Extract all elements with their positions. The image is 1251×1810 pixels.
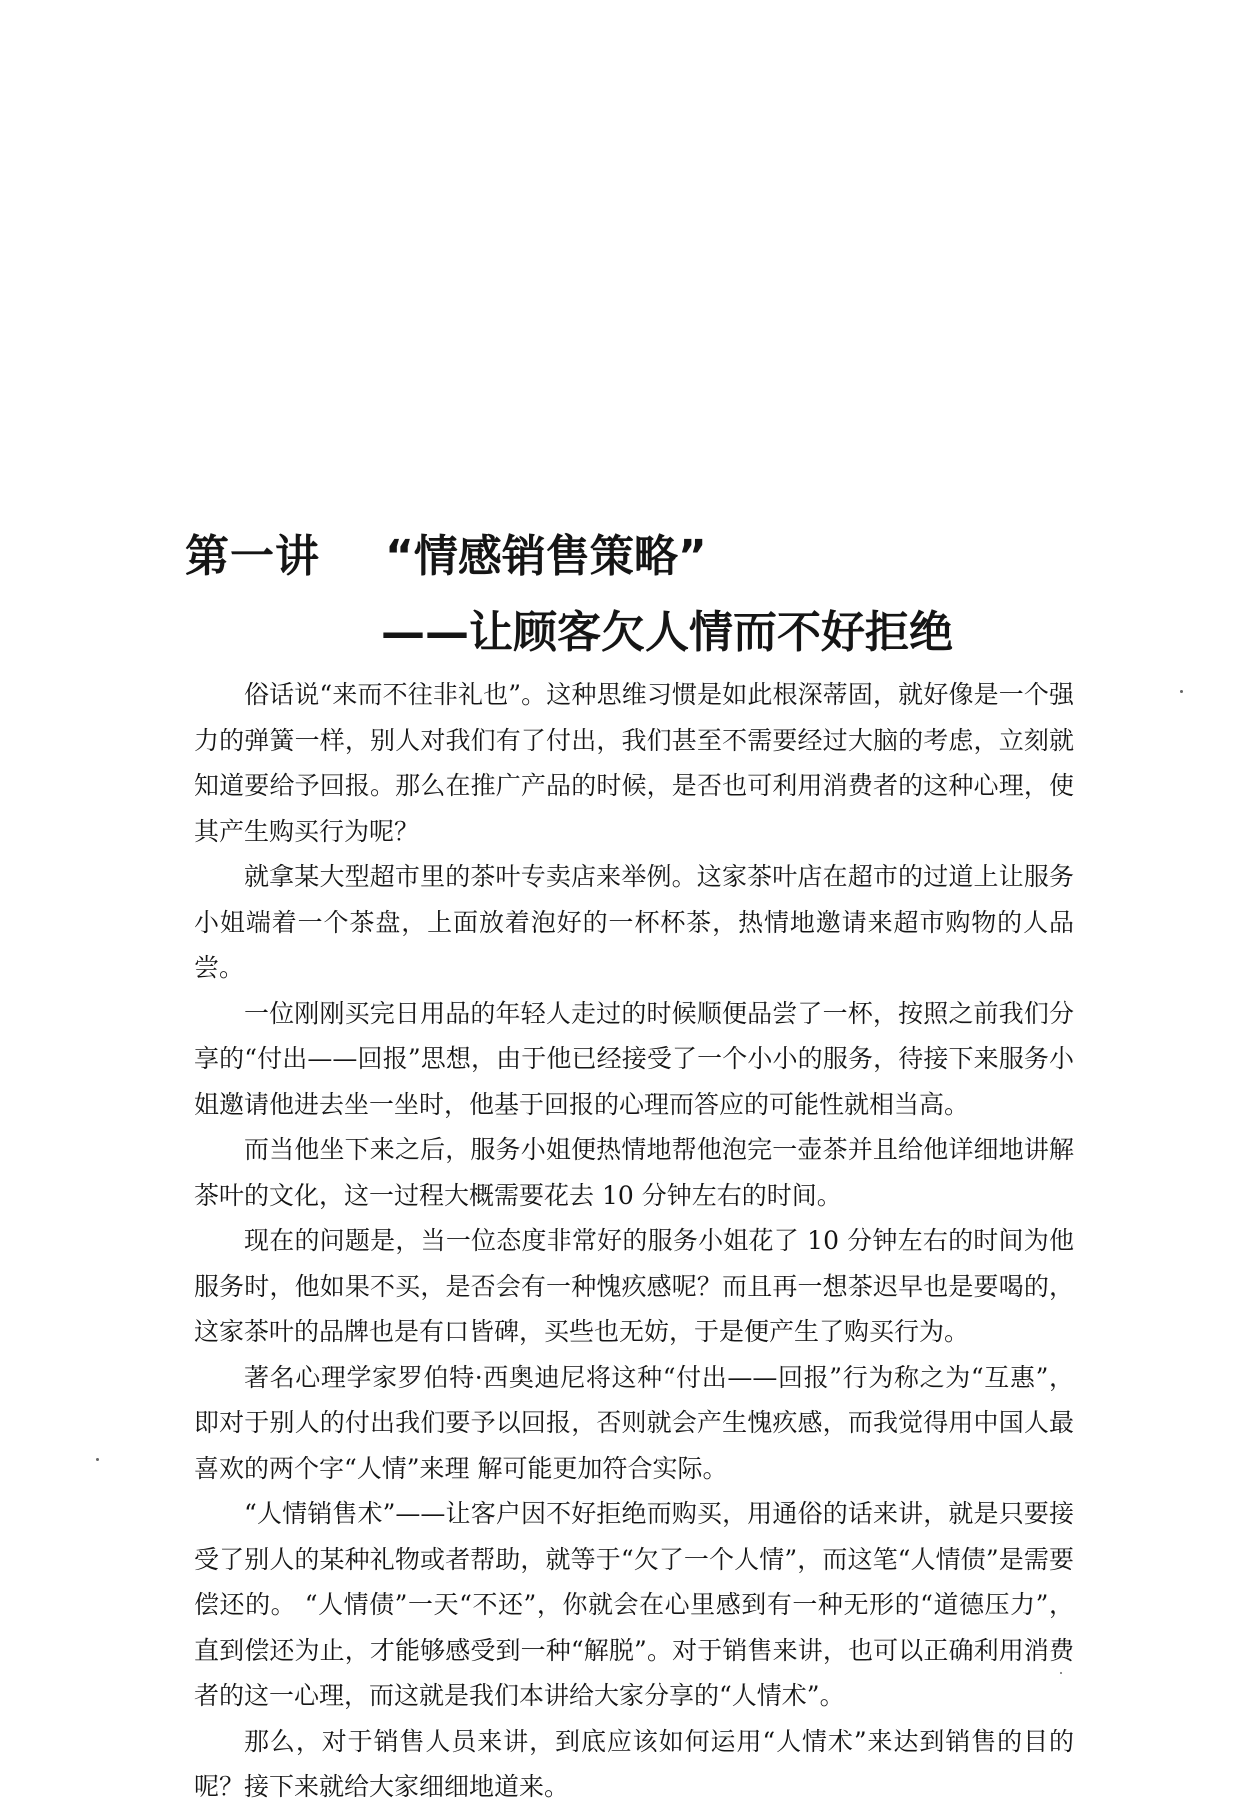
scan-speck <box>1180 690 1183 693</box>
scan-speck <box>96 1458 99 1461</box>
body-text <box>194 672 1074 1810</box>
chapter-title: “情感销售策略” <box>385 531 707 582</box>
paragraph: 著名心理学家罗伯特·西奥迪尼将这种“付出——回报”行为称之为“互惠”，即对于别人的付出我们要予以回报，否则就会产生愧疚感，而我觉得用中国人最喜欢的两个字“人情”来理 解可能更加符合实际。 <box>194 1362 1074 1483</box>
lecture-number: 第一讲 <box>185 531 320 582</box>
paragraph: 一位刚刚买完日用品的年轻人走过的时候顺便品尝了一杯，按照之前我们分享的“付出——回报”思想，由于他已经接受了一个小小的服务，待接下来服务小姐邀请他进去坐一坐时，他基于回报的心理而答应的可能性就相当高。 <box>194 998 1074 1119</box>
chapter-subtitle: ——让顾客欠人情而不好拒绝 <box>381 607 953 658</box>
paragraph: 现在的问题是，当一位态度非常好的服务小姐花了 10 分钟左右的时间为他服务时，他如果不买，是否会有一种愧疚感呢？而且再一想茶迟早也是要喝的，这家茶叶的品牌也是有口皆碑，买些也无妨，于是便产生了购买行为。 <box>194 1226 1074 1346</box>
paragraph: 俗话说“来而不往非礼也”。这种思维习惯是如此根深蒂固，就好像是一个强力的弹簧一样，别人对我们有了付出，我们甚至不需要经过大脑的考虑，立刻就知道要给予回报。那么在推广产品的时候，是否也可利用消费者的这种心理，使其产生购买行为呢？ <box>194 680 1074 846</box>
chapter-heading-line <box>185 520 1085 582</box>
paragraph: 就拿某大型超市里的茶叶专卖店来举例。这家茶叶店在超市的过道上让服务小姐端着一个茶盘，上面放着泡好的一杯杯茶，热情地邀请来超市购物的人品尝。 <box>194 862 1074 982</box>
chapter-heading <box>185 520 1085 658</box>
paragraph: 那么，对于销售人员来讲，到底应该如何运用“人情术”来达到销售的目的呢？接下来就给大家细细地道来。 <box>194 1726 1074 1801</box>
paragraph: 而当他坐下来之后，服务小姐便热情地帮他泡完一壶茶并且给他详细地讲解茶叶的文化，这一过程大概需要花去 10 分钟左右的时间。 <box>194 1135 1074 1210</box>
paragraph: “人情销售术”——让客户因不好拒绝而购买，用通俗的话来讲，就是只要接受了别人的某种礼物或者帮助，就等于“欠了一个人情”，而这笔“人情债”是需要偿还的。 “人情债”一天“不还”，你就会在心里感到有一种无形的“道德压力”，直到偿还为止，才能够感受到一种“解脱”。对于销售来讲，也可以正确利用消费者的这一心理，而这就是我们本讲给大家分享的“人情术”。 <box>194 1499 1074 1710</box>
